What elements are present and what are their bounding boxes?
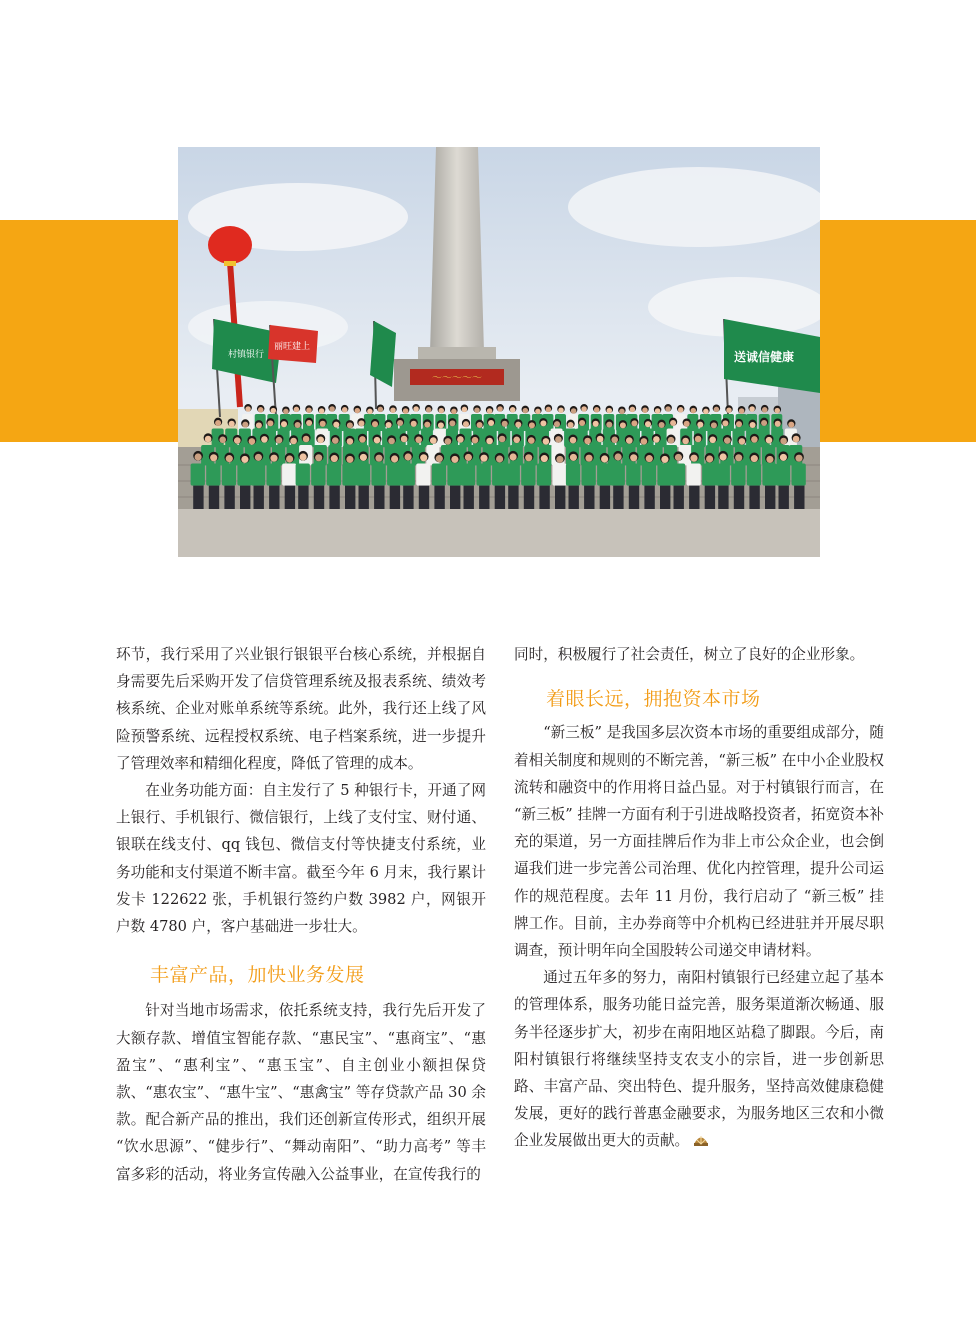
right-paragraph-3 <box>514 964 884 1154</box>
section-heading-capital-market: 着眼长远，拥抱资本市场 <box>546 688 761 711</box>
left-text-column <box>116 641 486 1188</box>
left-paragraph-2: 在业务功能方面：自主发行了 5 种银行卡，开通了网上银行、手机银行、微信银行，上线了支付宝、财付通、银联在线支付、qq 钱包、微信支付等快捷支付系统，业务功能和支付渠道不断丰富。截至今年 6 月末，我行累计发卡 122622 张，手机银行签约户数 3982 户，网银开户数 4780 户，客户基础进一步壮大。 <box>116 782 486 936</box>
accent-band-left <box>0 220 180 442</box>
accent-band-right <box>820 220 976 442</box>
flag-right-text: 送诚信健康 <box>734 350 795 364</box>
svg-text:～～～～～: ～～～～～ <box>432 373 482 384</box>
right-text-column <box>514 641 884 1155</box>
left-paragraph-3: 针对当地市场需求，依托系统支持，我行先后开发了大额存款、增值宝智能存款、“惠民宝”、“惠商宝”、“惠盈宝”、“惠利宝”、“惠玉宝”、自主创业小额担保贷款、“惠农宝”、“惠牛宝”、“惠禽宝” 等存贷款产品 30 余款。配合新产品的推出，我们还创新宣传形式，组织开展 “饮水思源”、“健步行”、“舞动南阳”、“助力高考” 等丰富多彩的活动，将业务宣传融入公益事业，在宣传我行的 <box>116 1002 486 1183</box>
right-paragraph-1: 同时，积极履行了社会责任，树立了良好的企业形象。 <box>514 646 865 663</box>
flag-left-text: 村镇银行 <box>228 350 265 360</box>
group-photo-image <box>178 147 820 557</box>
end-mark-icon <box>693 1133 709 1146</box>
left-paragraph-1: 环节，我行采用了兴业银行银银平台核心系统，并根据自身需要先后采购开发了信贷管理系统及报表系统、绩效考核系统、企业对账单系统等系统。此外，我行还上线了风险预警系统、远程授权系统、电子档案系统，进一步提升了管理效率和精细化程度，降低了管理的成本。 <box>116 646 486 772</box>
right-paragraph-2: “新三板” 是我国多层次资本市场的重要组成部分，随着相关制度和规则的不断完善，“新三板” 在中小企业股权流转和融资中的作用将日益凸显。对于村镇银行而言，在 “新三板” 挂牌一方面有利于引进战略投资者，拓宽资本补充的渠道，另一方面挂牌后作为非上市公众企业，也会倒逼我们进一步完善公司治理、优化内控管理，提升公司运作的规范程度。去年 11 月份，我行启动了 “新三板” 挂牌工作。目前，主办券商等中介机构已经进驻并开展尽职调查，预计明年向全国股转公司递交申请材料。 <box>514 724 884 960</box>
section-heading-products: 丰富产品，加快业务发展 <box>150 964 365 987</box>
right-paragraph-3-text: 通过五年多的努力，南阳村镇银行已经建立起了基本的管理体系，服务功能日益完善，服务渠道渐次畅通、服务半径逐步扩大，初步在南阳地区站稳了脚跟。今后，南阳村镇银行将继续坚持支农支小的宗旨，进一步创新思路、丰富产品、突出特色、提升服务，坚持高效健康稳健发展，更好的践行普惠金融要求，为服务地区三农和小微企业发展做出更大的贡献。 <box>514 969 884 1150</box>
flag-red-text: 丽旺建上 <box>274 342 311 352</box>
